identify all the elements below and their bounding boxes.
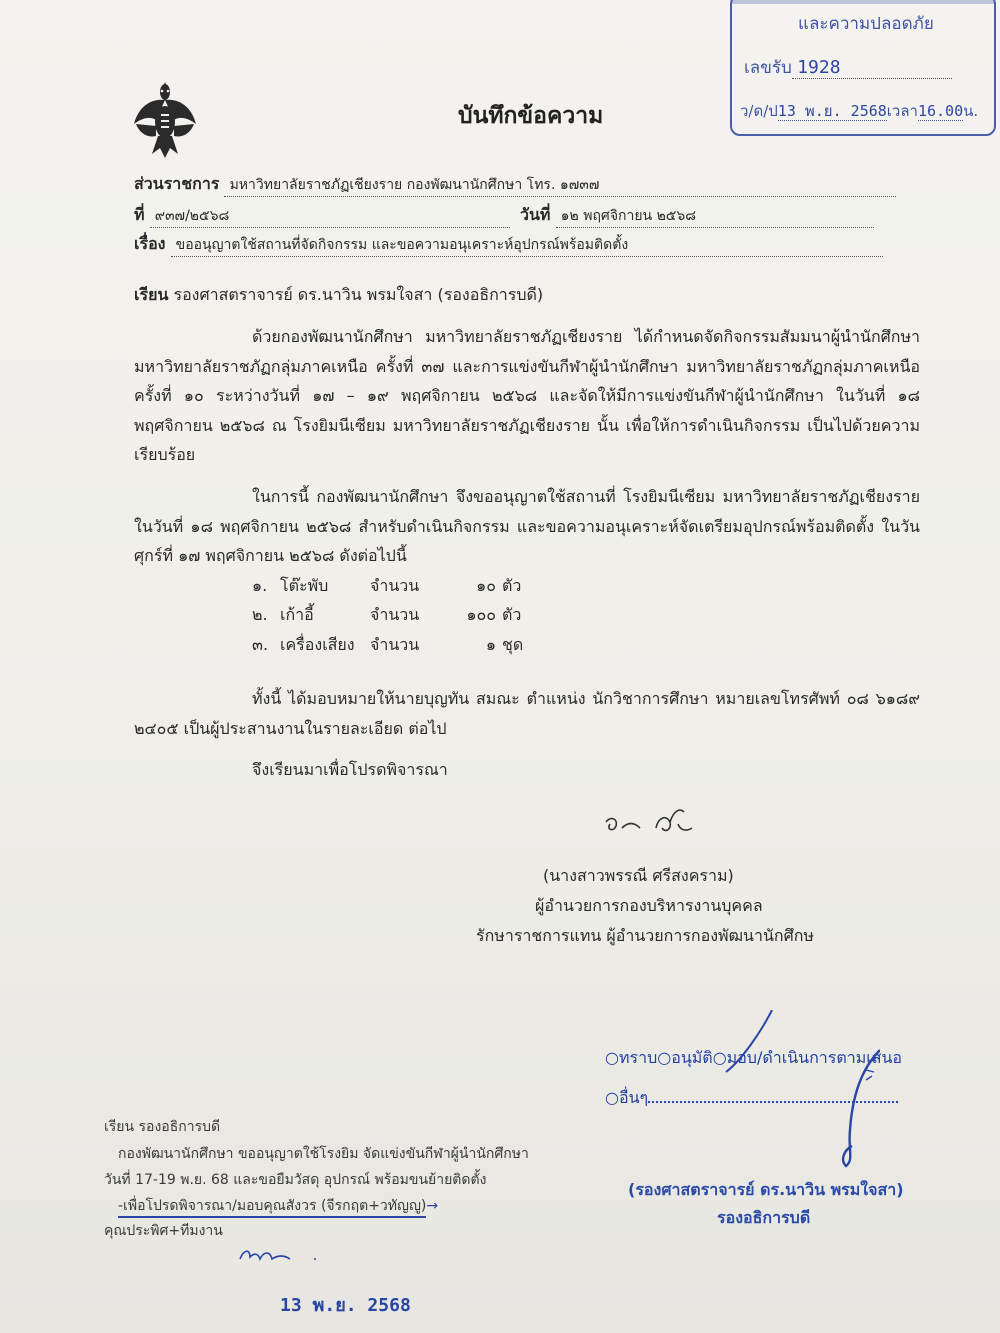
list-item bbox=[252, 574, 521, 599]
stamp-date-value: 13 พ.ย. 2568 bbox=[777, 102, 887, 120]
subject-row bbox=[134, 232, 883, 257]
approver-name: (รองศาสตราจารย์ ดร.นาวิน พรมใจสา) bbox=[628, 1180, 904, 1199]
stamp-receive-line bbox=[744, 54, 952, 81]
item-name: เครื่องเสียง bbox=[280, 635, 355, 654]
signer-name: (นางสาวพรรณี ศรีสงคราม) bbox=[543, 866, 734, 885]
stamp-date-label: ว/ด/ป bbox=[740, 102, 778, 120]
stamp-receive-number: 1928 bbox=[797, 57, 841, 78]
reference-value: ๙๓๗/๒๕๖๘ bbox=[154, 208, 230, 224]
decision-other-label: ○อื่นๆ bbox=[605, 1088, 649, 1107]
item-unit: ตัว bbox=[502, 576, 522, 595]
memo-title: บันทึกข้อความ bbox=[458, 103, 604, 129]
stamp-time-unit: น. bbox=[963, 102, 979, 120]
signature-icon bbox=[600, 800, 700, 844]
date-row bbox=[520, 203, 874, 228]
item-unit: ชุด bbox=[502, 635, 524, 654]
note-line-1: เรียน รองอธิการบดี bbox=[104, 1119, 221, 1135]
item-name: เก้าอี้ bbox=[280, 605, 314, 624]
stamp-office-line: และความปลอดภัย bbox=[798, 14, 934, 34]
date-label: วันที่ bbox=[520, 205, 551, 224]
date-value: ๑๒ พฤศจิกายน ๒๕๖๘ bbox=[560, 208, 697, 224]
reference-label: ที่ bbox=[134, 205, 145, 224]
recipient-row bbox=[134, 283, 543, 308]
stamp-date-line bbox=[740, 99, 978, 123]
item-qty-label: จำนวน bbox=[370, 576, 420, 595]
stamp-receive-label: เลขรับ bbox=[744, 58, 792, 78]
paragraph-3: ทั้งนี้ ได้มอบหมายให้นายบุญทัน สมณะ ตำแหน่ง นักวิชาการศึกษา หมายเลขโทรศัพท์ ๐๘ ๖๑๘๙ ๒๔๐๕ เป็นผู้ประสานงานในรายละเอียด ต่อไป bbox=[134, 689, 920, 738]
recipient-value: รองศาสตราจารย์ ดร.นาวิน พรมใจสา (รองอธิการบดี) bbox=[173, 285, 544, 304]
list-item bbox=[252, 603, 521, 628]
approver-position: รองอธิการบดี bbox=[717, 1208, 811, 1227]
decision-options: ○ทราบ○อนุมัติ○มอบ/ดำเนินการตามเสนอ bbox=[605, 1048, 903, 1067]
list-item bbox=[252, 633, 523, 658]
item-qty: ๑๐๐ bbox=[466, 605, 496, 624]
item-qty-label: จำนวน bbox=[370, 635, 420, 654]
item-number: ๑. bbox=[252, 576, 268, 595]
note-line-5: คุณประพิศ+ทีมงาน bbox=[104, 1223, 223, 1239]
stamp-time-value: 16.00 bbox=[917, 102, 964, 120]
recipient-label: เรียน bbox=[134, 285, 169, 304]
item-qty-label: จำนวน bbox=[370, 605, 420, 624]
item-qty: ๑๐ bbox=[476, 576, 496, 595]
stamp-top-band bbox=[732, 0, 994, 4]
receipt-stamp bbox=[730, 0, 996, 136]
note-line-4: -เพื่อโปรดพิจารณา/มอบคุณสังวร (จีรกฤต+วทัญญู)→ bbox=[118, 1195, 438, 1217]
note-line-4-text: -เพื่อโปรดพิจารณา/มอบคุณสังวร (จีรกฤต+วทัญญู) bbox=[118, 1198, 426, 1218]
agency-label: ส่วนราชการ bbox=[134, 174, 220, 193]
agency-row bbox=[134, 172, 896, 197]
paragraph-2: ในการนี้ กองพัฒนานักศึกษา จึงขออนุญาตใช้สถานที่ โรงยิมนีเซียม มหาวิทยาลัยราชภัฏเชียงราย ในวันที่ ๑๘ พฤศจิกายน ๒๕๖๘ สำหรับดำเนินกิจกรรม และขอความอนุเคราะห์จัดเตรียมอุปกรณ์พร้อมติดตั้ง ในวันศุกร์ที่ ๑๗ พฤศจิกายน ๒๕๖๘ ดังต่อไปนี้ bbox=[134, 487, 920, 565]
initials-signature-icon bbox=[236, 1243, 326, 1267]
agency-value: มหาวิทยาลัยราชภัฏเชียงราย กองพัฒนานักศึกษา โทร. ๑๗๓๗ bbox=[229, 177, 600, 193]
item-unit: ตัว bbox=[502, 605, 522, 624]
subject-label: เรื่อง bbox=[134, 234, 166, 253]
stamp-time-label: เวลา bbox=[886, 102, 918, 120]
subject-value: ขออนุญาตใช้สถานที่จัดกิจกรรม และขอความอนุเคราะห์อุปกรณ์พร้อมติดตั้ง bbox=[175, 237, 629, 253]
approval-mark-icon bbox=[720, 1010, 880, 1170]
paragraph-1: ด้วยกองพัฒนานักศึกษา มหาวิทยาลัยราชภัฏเชียงราย ได้กำหนดจัดกิจกรรมสัมมนาผู้นำนักศึกษา มหาวิทยาลัยราชภัฏกลุ่มภาคเหนือ ครั้งที่ ๓๗ และการแข่งขันกีฬาผู้นำนักศึกษา มหาวิทยาลัยราชภัฏกลุ่มภาคเหนือ ครั้งที่ ๑๐ ระหว่างวันที่ ๑๗ – ๑๙ พฤศจิกายน ๒๕๖๘ และจัดให้มีการแข่งขันกีฬาผู้นำนักศึกษา ในวันที่ ๑๘ พฤศจิกายน ๒๕๖๘ ณ โรงยิมนีเซียม มหาวิทยาลัยราชภัฏเชียงราย นั้น เพื่อให้การดำเนินกิจกรรม เป็นไปด้วยความเรียบร้อย bbox=[134, 327, 920, 464]
receive-date-stamp: 13 พ.ย. 2568 bbox=[280, 1295, 411, 1316]
item-number: ๓. bbox=[252, 635, 269, 654]
signer-position-1: ผู้อำนวยการกองบริหารงานบุคคล bbox=[535, 896, 763, 915]
signer-position-2: รักษาราชการแทน ผู้อำนวยการกองพัฒนานักศึกษ bbox=[476, 926, 814, 945]
reference-row bbox=[134, 203, 510, 228]
item-qty: ๑ bbox=[485, 635, 496, 654]
item-number: ๒. bbox=[252, 605, 268, 624]
closing-line: จึงเรียนมาเพื่อโปรดพิจารณา bbox=[252, 760, 448, 779]
item-name: โต๊ะพับ bbox=[280, 576, 329, 595]
note-line-3: วันที่ 17-19 พ.ย. 68 และขอยืมวัสดุ อุปกรณ์ พร้อมขนย้ายติดตั้ง bbox=[104, 1172, 487, 1188]
note-line-2: กองพัฒนานักศึกษา ขออนุญาตใช้โรงยิม จัดแข่งขันกีฬาผู้นำนักศึกษา bbox=[118, 1146, 529, 1162]
garuda-emblem-icon bbox=[130, 80, 200, 160]
